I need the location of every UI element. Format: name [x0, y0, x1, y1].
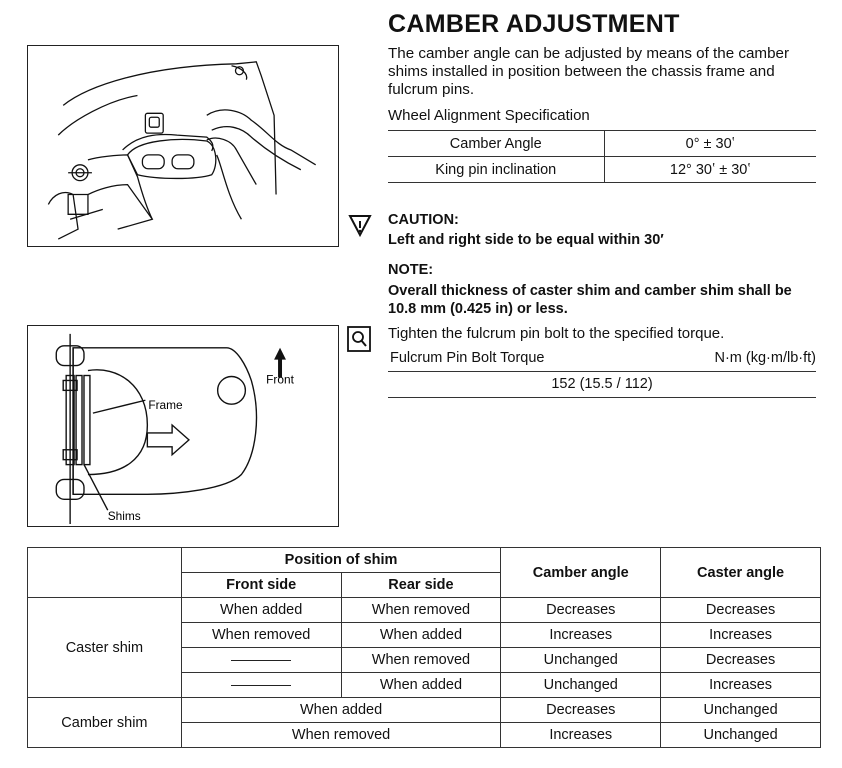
spec-label: Camber Angle [388, 131, 604, 157]
note-text: Overall thickness of caster shim and camber shim shall be 10.8 mm (0.425 in) or less. [388, 283, 792, 317]
shim-position-diagram [27, 325, 339, 527]
cell-caster: Increases [661, 673, 821, 698]
spec-label: King pin inclination [388, 157, 604, 183]
note-heading: NOTE: [388, 262, 434, 278]
table-row [28, 698, 821, 723]
header-position: Position of shim [181, 548, 501, 573]
shims-label: Shims [107, 509, 141, 524]
fulcrum-pin-drawing [28, 326, 338, 526]
torque-instruction: Tighten the fulcrum pin bolt to the specified torque. [388, 325, 725, 342]
spec-row [388, 157, 816, 183]
header-rear: Rear side [341, 573, 501, 598]
cell-camber: Unchanged [501, 648, 661, 673]
corner-cell [28, 548, 182, 598]
torque-wrench-icon [347, 326, 371, 352]
caution-icon [347, 212, 373, 238]
caution-heading: CAUTION: [388, 212, 459, 228]
cell-position: When added [181, 698, 501, 723]
cell-camber: Increases [501, 623, 661, 648]
caution-text: Left and right side to be equal within 30′ [388, 232, 664, 248]
cell-caster: Increases [661, 623, 821, 648]
cell-rear: When added [341, 623, 501, 648]
frame-label: Frame [148, 398, 183, 413]
cell-rear: When added [341, 673, 501, 698]
divider [388, 371, 816, 372]
cell-caster: Unchanged [661, 723, 821, 748]
torque-value: 152 (15.5 / 112) [551, 376, 653, 392]
spec-row [388, 131, 816, 157]
front-label: Front [266, 372, 294, 387]
cell-camber: Increases [501, 723, 661, 748]
divider [388, 397, 816, 398]
page-title: CAMBER ADJUSTMENT [388, 10, 680, 38]
hand-installing-shim-drawing [28, 46, 338, 246]
intro-paragraph: The camber angle can be adjusted by means of the camber shims installed in position between the chassis frame and fulcrum pins. [388, 45, 790, 98]
cell-front: When added [181, 598, 341, 623]
header-front: Front side [181, 573, 341, 598]
cell-rear: When removed [341, 648, 501, 673]
spec-title: Wheel Alignment Specification [388, 107, 590, 124]
alignment-spec-table [388, 130, 816, 183]
caster-shim-label: Caster shim [28, 598, 182, 698]
cell-caster: Unchanged [661, 698, 821, 723]
table-row [28, 598, 821, 623]
cell-camber: Unchanged [501, 673, 661, 698]
cell-front-dash [181, 648, 341, 673]
dash-line [231, 685, 291, 686]
cell-position: When removed [181, 723, 501, 748]
shim-effect-table [27, 547, 821, 748]
torque-units: N·m (kg·m/lb·ft) [714, 350, 816, 366]
dash-line [231, 660, 291, 661]
cell-camber: Decreases [501, 698, 661, 723]
camber-shim-label: Camber shim [28, 698, 182, 748]
torque-label: Fulcrum Pin Bolt Torque [390, 350, 545, 366]
spec-value: 12° 30ʽ ± 30ʽ [604, 157, 816, 183]
spec-value: 0° ± 30ʽ [604, 131, 816, 157]
cell-camber: Decreases [501, 598, 661, 623]
camber-shim-illustration [27, 45, 339, 247]
cell-caster: Decreases [661, 648, 821, 673]
cell-front-dash [181, 673, 341, 698]
cell-rear: When removed [341, 598, 501, 623]
cell-front: When removed [181, 623, 341, 648]
table-header-row [28, 548, 821, 573]
cell-caster: Decreases [661, 598, 821, 623]
header-caster: Caster angle [661, 548, 821, 598]
header-camber: Camber angle [501, 548, 661, 598]
